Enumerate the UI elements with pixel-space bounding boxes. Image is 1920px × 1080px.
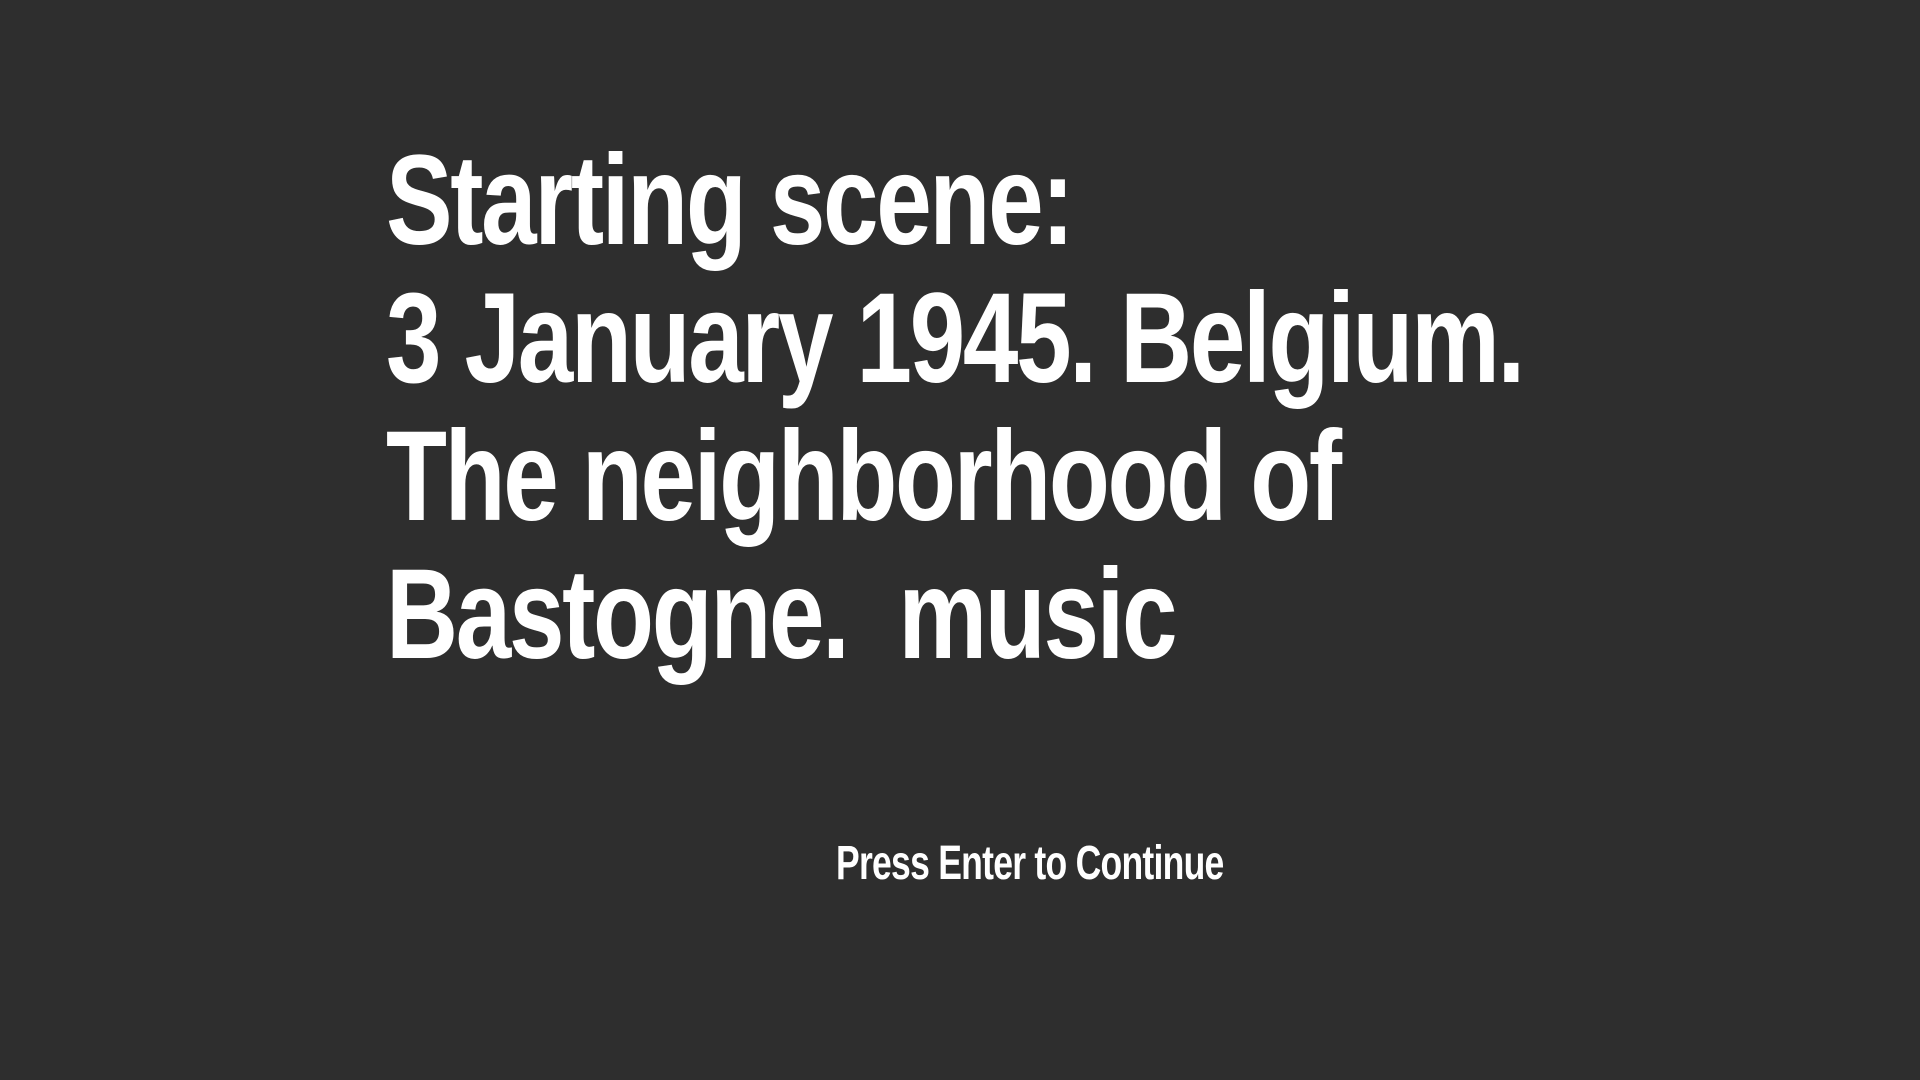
scene-line-bastogne-music: Bastogne. music [386, 543, 1176, 686]
scene-line-neighborhood: The neighborhood of [386, 405, 1340, 548]
scene-description [386, 129, 1523, 686]
scene-line-heading: Starting scene: [386, 129, 1073, 272]
press-enter-continue-prompt[interactable]: Press Enter to Continue [836, 837, 1224, 890]
scene-line-date-location: 3 January 1945. Belgium. [386, 267, 1523, 410]
